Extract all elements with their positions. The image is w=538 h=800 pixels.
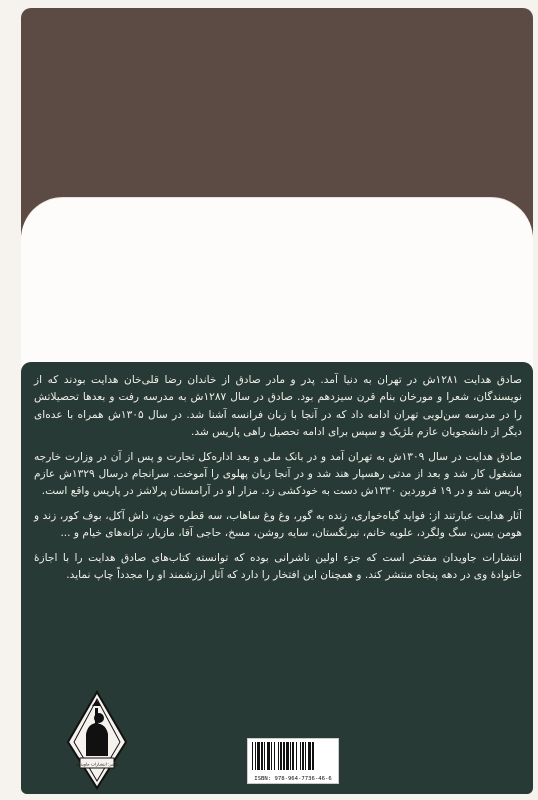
cover-white-panel (21, 198, 533, 373)
barcode-bar (278, 742, 279, 770)
barcode-bar (290, 742, 291, 770)
barcode-bar (305, 742, 306, 770)
barcode-bar (257, 742, 260, 770)
author-biography (34, 372, 522, 591)
bio-paragraph-2: صادق هدایت در سال ۱۳۰۹ش به تهران آمد و در بانک ملی و بعد اداره‌کل تجارت و پس از آن در وزارت خارجه مشغول کار شد و بعد از مدتی رهسپار هند شد و در آنجا زبان پهلوی را آموخت. سرانجام درسال ۱۳۲۹ش عازم پاریس شد و در ۱۹ فروردین ۱۳۳۰ش دست به خودکشی زد. مزار او در آرامستان پرلاشز در پاریس واقع است. (34, 450, 522, 498)
barcode-bar (264, 742, 265, 770)
barcode-bar (308, 742, 311, 770)
barcode-bar (292, 742, 294, 770)
barcode-bar (255, 742, 256, 770)
publisher-logo-icon (66, 690, 128, 790)
barcode-bar (302, 742, 304, 770)
bio-paragraph-3: آثار هدایت عبارتند از: فواید گیاه‌خواری، زنده به گور، وغ وغ ساهاب، سه قطره خون، داش آکل، بوف کور، زند و هومن یسن، سگ ولگرد، علویه خانم، نیرنگستان، سایه روشن، مسخ، حاجی آقا، مازیار، ترانه‌های خیام و ... (34, 509, 522, 540)
barcode-bar (267, 742, 270, 770)
barcode-bar (286, 742, 289, 770)
barcode-bar (283, 742, 285, 770)
barcode-bar (296, 742, 297, 770)
barcode-bars (252, 742, 334, 770)
barcode-bar (271, 742, 272, 770)
barcode-bar (252, 742, 253, 770)
barcode-bar (274, 742, 275, 770)
barcode-bar (312, 742, 314, 770)
barcode-bar (280, 742, 282, 770)
barcode-bar (300, 742, 301, 770)
bio-paragraph-4: انتشارات جاویدان مفتخر است که جزء اولین ناشرانی بوده که توانسته کتاب‌های صادق هدایت را با اجازهٔ خانوادهٔ وی در دهه پنجاه منتشر کند. و همچنان این افتخار را دارد که آثار ارزشمند او را مجدداً چاپ نماید. (34, 551, 522, 582)
barcode (247, 738, 339, 784)
barcode-bar (261, 742, 263, 770)
isbn-text: ISBN: 978-964-7736-46-6 (254, 776, 332, 782)
bio-paragraph-1: صادق هدایت ۱۲۸۱ش در تهران به دنیا آمد. پدر و مادر صادق از خاندان رضا قلی‌خان هدایت بودند که از نویسندگان، شعرا و مورخان بنام قرن سیزدهم بود. صادق در سال ۱۲۸۷ش به مدرسه رفت و بعدها تحصیلاتش را در مدرسه سن‌لویی تهران ادامه داد که در آنجا با زبان فرانسه آشنا شد. در سال ۱۳۰۵ش همراه با عده‌ای دیگر از دانشجویان عازم بلژیک و سپس برای ادامه تحصیل راهی پاریس شد. (34, 374, 522, 439)
publisher-logo-caption: ناشر: انتشارات جاویدان (76, 761, 118, 767)
